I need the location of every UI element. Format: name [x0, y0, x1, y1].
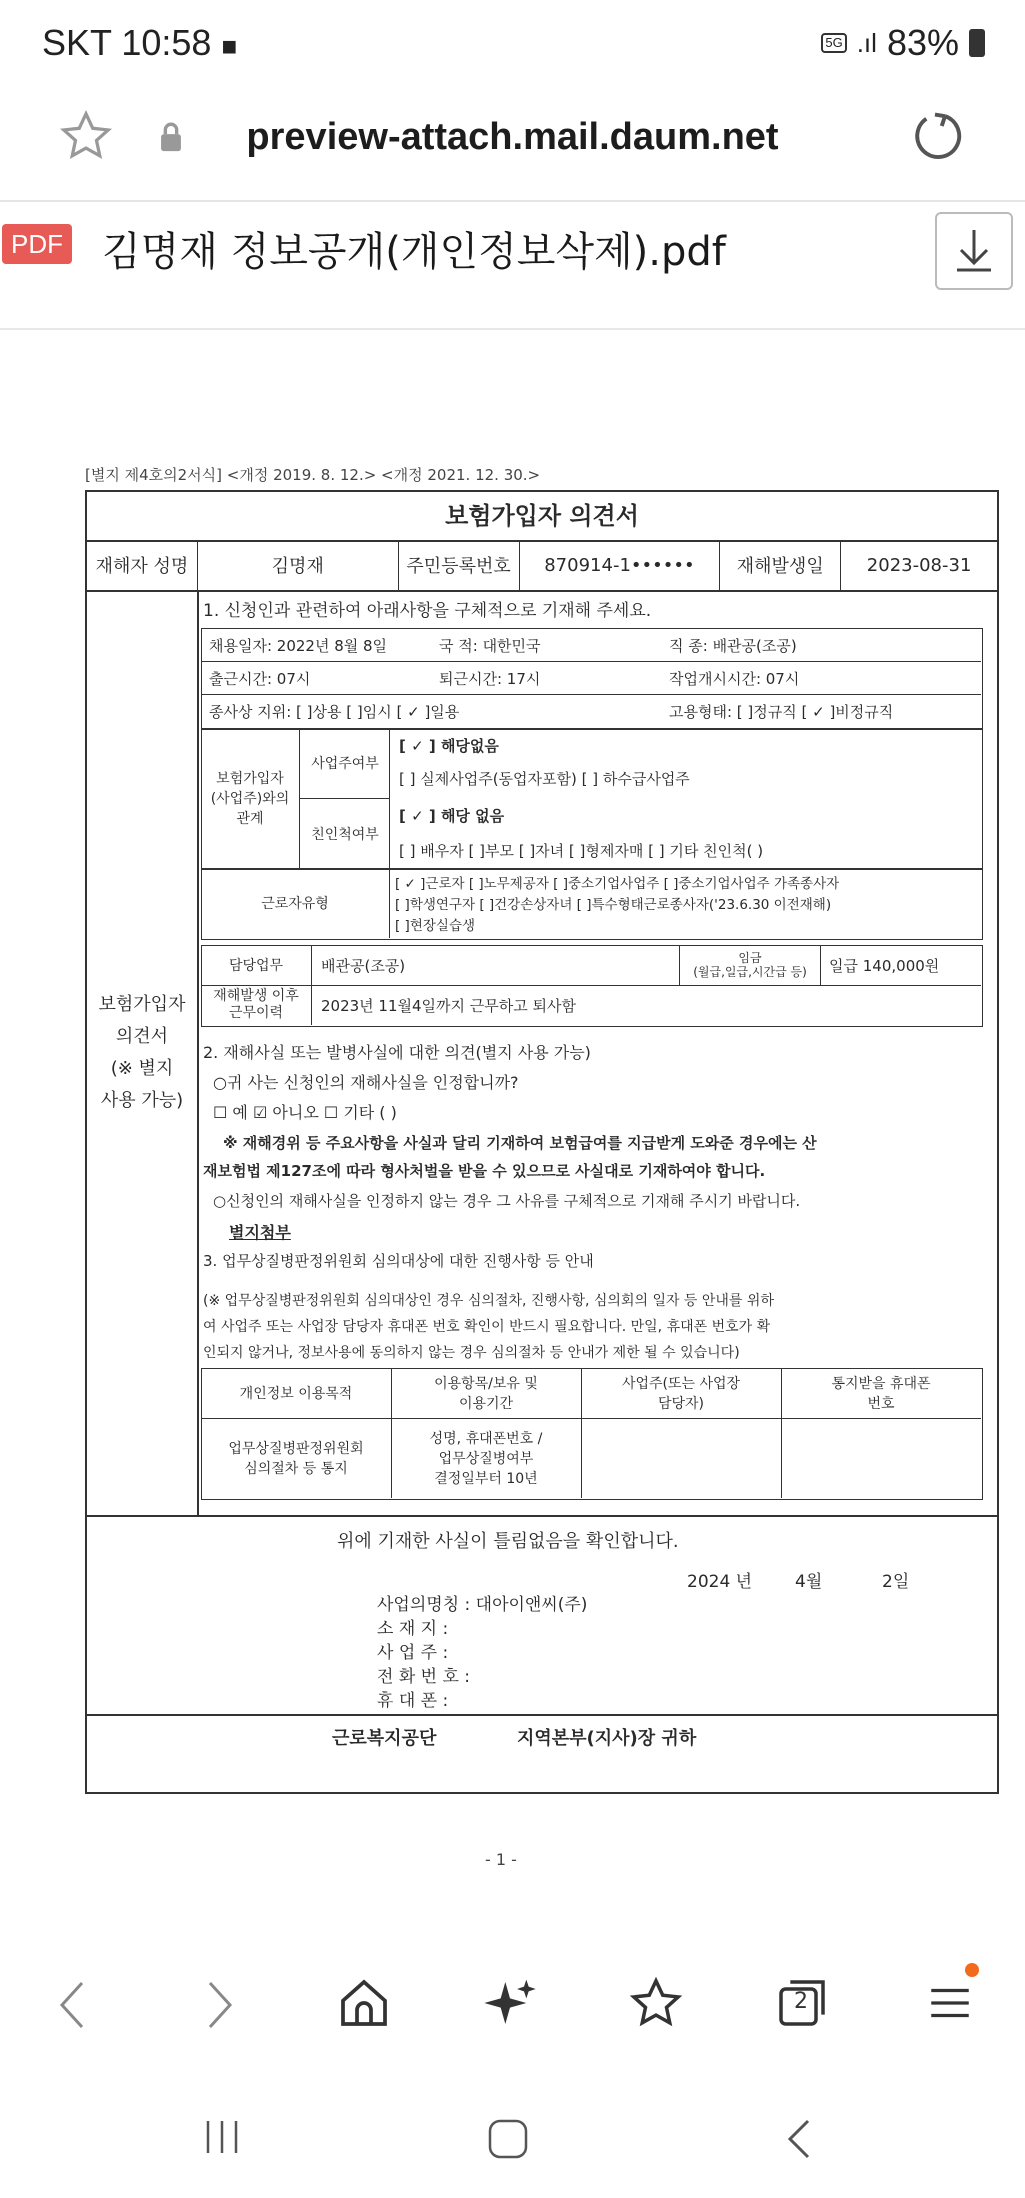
end-time: 퇴근시간: 17시 — [439, 670, 541, 688]
table-header-purpose: 개인정보 이용목적 — [201, 1368, 392, 1418]
table-cell-items: 성명, 휴대폰번호 / 업무상질병여부 결정일부터 10년 — [391, 1418, 582, 1498]
reload-icon[interactable] — [910, 108, 966, 168]
sign-day: 2일 — [882, 1572, 910, 1592]
tabs-count: 2 — [794, 1989, 808, 2014]
career-value: 2023년 11월4일까지 근무하고 퇴사함 — [321, 997, 576, 1015]
notice-3: 인되지 않거나, 정보사용에 동의하지 않는 경우 심의절차 등 안내가 제한 될 수 있습니다) — [203, 1345, 740, 1361]
download-icon — [937, 214, 1011, 288]
nationality: 국 적: 대한민국 — [439, 637, 541, 655]
owner-options: [ ] 실제사업주(동업자포함) [ ] 하수급사업주 — [399, 770, 690, 788]
back-icon[interactable] — [52, 1975, 92, 2039]
worker-type-a: [ ✓ ]근로자 [ ]노무제공자 [ ]중소기업사업주 [ ]중소기업사업주 가족종사자 — [395, 876, 840, 892]
name-value: 김명재 — [198, 540, 399, 590]
status-time — [42, 22, 237, 64]
table-header-owner: 사업주(또는 사업장 담당자) — [581, 1368, 782, 1418]
system-back-icon[interactable] — [780, 2115, 820, 2167]
recipient-title: 지역본부(지사)장 귀하 — [517, 1728, 697, 1749]
question-1-options[interactable]: ☐ 예 ☑ 아니오 ☐ 기타 ( ) — [213, 1103, 397, 1122]
confirm-statement: 위에 기재한 사실이 틀림없음을 확인합니다. — [337, 1531, 679, 1552]
battery-text: 83% — [886, 22, 959, 63]
wage-value: 일급 140,000원 — [829, 957, 940, 975]
browser-toolbar — [0, 1925, 1025, 2085]
kin-none: [ ✓ ] 해당 없음 — [399, 807, 505, 825]
recent-apps-icon[interactable] — [200, 2115, 244, 2163]
notification-dot — [965, 1963, 979, 1977]
side-label-text: 보험가입자 의견서 (※ 별지 사용 가능) — [98, 993, 186, 1111]
form-title: 보험가입자 의견서 — [87, 492, 997, 542]
pdf-viewer[interactable] — [0, 330, 1025, 1930]
form-reference: [별지 제4호의2서식] <개정 2019. 8. 12.> <개정 2021. 12. 30.> — [85, 466, 541, 484]
wage-label: 임금 (월급,일급,시간급 등) — [679, 945, 821, 985]
pdf-header — [0, 200, 1025, 330]
job-type: 직 종: 배관공(조공) — [669, 637, 797, 655]
notice-2: 여 사업주 또는 사업장 담당자 휴대폰 번호 확인이 반드시 필요합니다. 만일, 휴대폰 번호가 확 — [203, 1319, 771, 1335]
table-header-phone: 통지받을 휴대폰 번호 — [831, 1376, 931, 1412]
id-value: 870914-1•••••• — [520, 540, 721, 590]
forward-icon[interactable] — [200, 1975, 240, 2039]
kin-options: [ ] 배우자 [ ]부모 [ ]자녀 [ ]형제자매 [ ] 기타 친인척( ) — [399, 842, 764, 860]
home-button-icon[interactable] — [484, 2115, 532, 2167]
section-1-title: 1. 신청인과 관련하여 아래사항을 구체적으로 기재해 주세요. — [203, 601, 652, 621]
page-number: - 1 - — [485, 1850, 517, 1869]
question-2: ○신청인의 재해사실을 인정하지 않는 경우 그 사유를 구체적으로 기재해 주시기 바랍니다. — [213, 1192, 801, 1210]
home-icon[interactable] — [336, 1975, 392, 2035]
kin-label: 친인척여부 — [299, 798, 390, 869]
duty-value: 배관공(조공) — [321, 957, 406, 975]
mobile-label: 휴 대 폰 : — [377, 1691, 449, 1711]
pdf-filename: 김명재 정보공개(개인정보삭제).pdf — [102, 229, 726, 275]
status-position: 종사상 지위: [ ]상용 [ ]임시 [ ✓ ]일용 — [209, 703, 460, 721]
section-3-title: 3. 업무상질병판정위원회 심의대상에 대한 진행사항 등 안내 — [203, 1252, 594, 1270]
worker-type-c: [ ]현장실습생 — [395, 918, 476, 934]
sparkle-icon[interactable] — [482, 1975, 538, 2035]
id-label: 주민등록번호 — [399, 540, 520, 590]
start-time: 출근시간: 07시 — [209, 670, 311, 688]
menu-icon[interactable] — [925, 1975, 975, 2035]
owner-label-sign: 사 업 주 : — [377, 1643, 449, 1663]
pdf-badge: PDF — [2, 224, 72, 264]
section-2-title: 2. 재해사실 또는 발병사실에 대한 의견(별지 사용 가능) — [203, 1043, 591, 1062]
phone-label: 전 화 번 호 : — [377, 1667, 471, 1687]
address-label: 소 재 지 : — [377, 1619, 449, 1639]
recipient-org: 근로복지공단 — [332, 1728, 437, 1749]
opinion-side-label — [87, 590, 199, 1515]
work-start: 작업개시시간: 07시 — [669, 670, 800, 688]
attachment-note: 별지첨부 — [229, 1223, 291, 1242]
bookmarks-icon[interactable] — [628, 1975, 684, 2035]
sign-month: 4월 — [795, 1572, 823, 1592]
relation-label: 보험가입자 (사업주)와의 관계 — [210, 771, 290, 827]
table-header-items: 이용항목/보유 및 이용기간 — [391, 1368, 582, 1418]
owner-none: [ ✓ ] 해당없음 — [399, 737, 499, 755]
network-badge: 5G — [821, 33, 846, 53]
worker-type-b: [ ]학생연구자 [ ]건강손상자녀 [ ]특수형태근로종사자('23.6.30 이전재해) — [395, 897, 832, 913]
question-1: ○귀 사는 신청인의 재해사실을 인정합니까? — [213, 1073, 519, 1092]
carrier-time: SKT 10:58 — [42, 22, 212, 63]
owner-label: 사업주여부 — [299, 728, 390, 798]
notice-1: (※ 업무상질병판정위원회 심의대상인 경우 심의절차, 진행사항, 심의회의 일자 등 안내를 위하 — [203, 1293, 774, 1309]
duty-label: 담당업무 — [201, 945, 312, 985]
download-button[interactable] — [935, 212, 1013, 290]
battery-icon — [969, 29, 985, 57]
status-right — [821, 22, 985, 64]
tabs-icon[interactable] — [774, 1975, 830, 2035]
worker-type-label: 근로자유형 — [201, 868, 390, 938]
status-bar — [0, 0, 1025, 90]
url-text[interactable]: preview-attach.mail.daum.net — [246, 116, 779, 158]
warning-1: ※ 재해경위 등 주요사항을 사실과 달리 기재하여 보험급여를 지급받게 도와준 경우에는 산 — [223, 1134, 817, 1152]
date-label: 재해발생일 — [720, 540, 841, 590]
career-label: 재해발생 이후 근무이력 — [201, 985, 312, 1025]
message-icon: ■ — [221, 31, 238, 61]
table-cell-purpose: 업무상질병판정위원회 심의절차 등 통지 — [201, 1418, 392, 1498]
address-bar — [0, 90, 1025, 202]
sign-year: 2024 년 — [687, 1572, 753, 1592]
warning-2: 재보험법 제127조에 따라 형사처벌을 받을 수 있으므로 사실대로 기재하여야 합니다. — [203, 1162, 766, 1180]
employment-type: 고용형태: [ ]정규직 [ ✓ ]비정규직 — [669, 703, 894, 721]
hire-date: 채용일자: 2022년 8월 8일 — [209, 637, 388, 655]
signal-icon: .ıl — [856, 27, 877, 58]
form-frame — [85, 490, 999, 1794]
system-navigation — [0, 2085, 1025, 2198]
name-label: 재해자 성명 — [87, 540, 198, 590]
applicant-row — [87, 540, 997, 592]
business-name: 사업의명칭 : 대아이앤씨(주) — [377, 1595, 588, 1615]
date-value: 2023-08-31 — [866, 554, 972, 576]
